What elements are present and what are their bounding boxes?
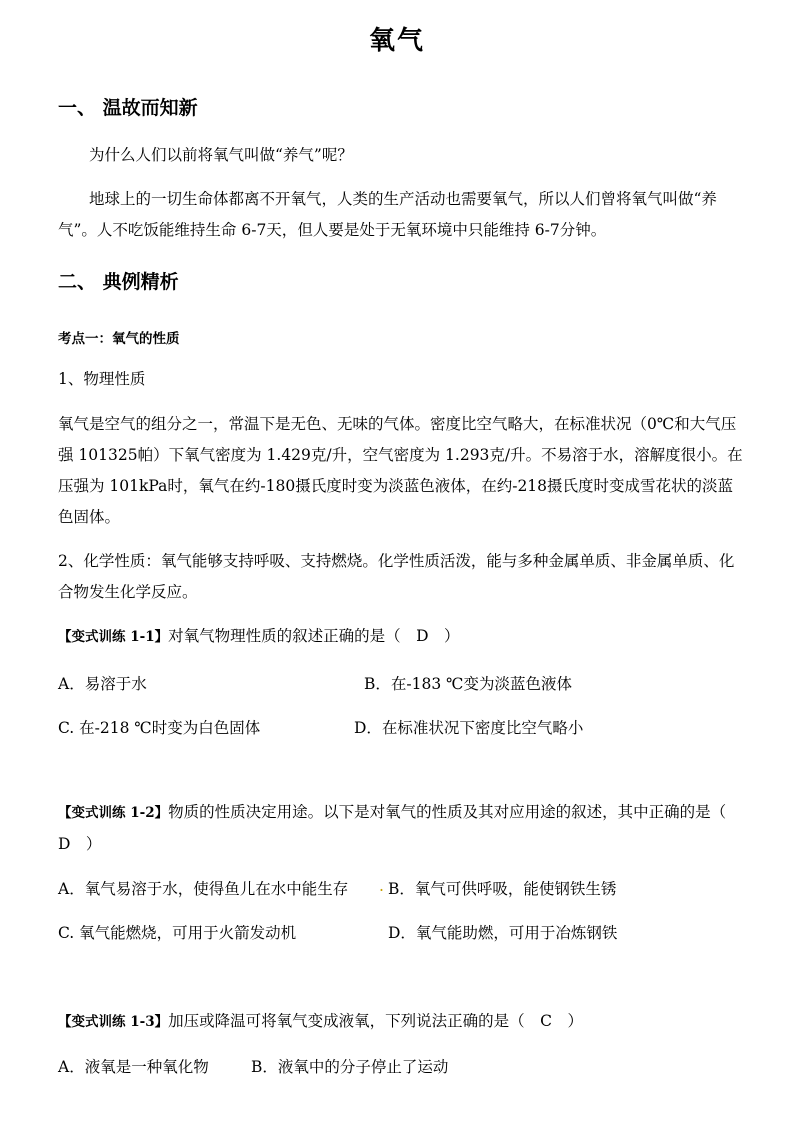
section-heading-review: 一、 温故而知新 [58,97,198,119]
stray-mark: . [379,877,384,895]
exercise-1-2-option-a: A．氧气易溶于水，使得鱼儿在水中能生存 [58,880,349,898]
exercise-1-1-option-a: A．易溶于水 [58,675,147,693]
physical-properties-text: 氧气是空气的组分之一，常温下是无色、无味的气体。密度比空气略大，在标准状况（0℃和大气压强 101325帕）下氧气密度为 1.429克/升，空气密度为 1.293克/升。不易溶于水，溶解度很小。在压强为 101kPa时，氧气在约-180摄氏度时变为淡蓝色液体，在约-218摄氏度时变成雪花状的淡蓝色固体。 [58,415,743,526]
exercise-label: 【变式训练 1-3】 [58,1014,169,1030]
exercise-1-3-option-a: A．液氧是一种氧化物 [58,1058,209,1076]
exercise-1-2-option-b: B．氧气可供呼吸，能使钢铁生锈 [388,880,617,898]
review-question: 为什么人们以前将氧气叫做“养气”呢？ [89,146,353,164]
document-title: 氧气 [368,26,425,56]
exercise-question: 对氧气物理性质的叙述正确的是（ D ） [168,627,460,645]
exercise-1-3-stem [58,1006,748,1038]
kaodian-heading: 考点一：氧气的性质 [58,331,180,347]
exercise-1-1-stem [58,621,748,653]
section-heading-examples: 二、 典例精析 [58,271,179,293]
exercise-1-2-option-d: D．氧气能助燃，可用于冶炼钢铁 [388,924,618,942]
exercise-1-1-option-c: C. 在-218 ℃时变为白色固体 [58,719,261,737]
exercise-1-1-option-b: B．在-183 ℃变为淡蓝色液体 [364,675,572,693]
exercise-1-2-option-c: C. 氧气能燃烧，可用于火箭发动机 [58,924,297,942]
review-answer: 地球上的一切生命体都离不开氧气，人类的生产活动也需要氧气，所以人们曾将氧气叫做“养气”。人不吃饭能维持生命 6-7天，但人要是处于无氧环境中只能维持 6-7分钟。 [58,190,717,239]
chemical-properties-text: 2、化学性质：氧气能够支持呼吸、支持燃烧。化学性质活泼，能与多种金属单质、非金属单质、化合物发生化学反应。 [58,552,735,601]
exercise-1-3-option-b: B．液氧中的分子停止了运动 [251,1058,449,1076]
physical-properties-heading: 1、物理性质 [58,370,146,388]
exercise-question: 加压或降温可将氧气变成液氧，下列说法正确的是（ C ） [168,1012,583,1030]
exercise-1-1-option-d: D．在标准状况下密度比空气略小 [354,719,584,737]
exercise-question: 物质的性质决定用途。以下是对氧气的性质及其对应用途的叙述，其中正确的是（ D ） [58,803,742,853]
exercise-label: 【变式训练 1-2】 [58,805,169,821]
exercise-1-2-stem [58,797,748,860]
exercise-label: 【变式训练 1-1】 [58,629,169,645]
